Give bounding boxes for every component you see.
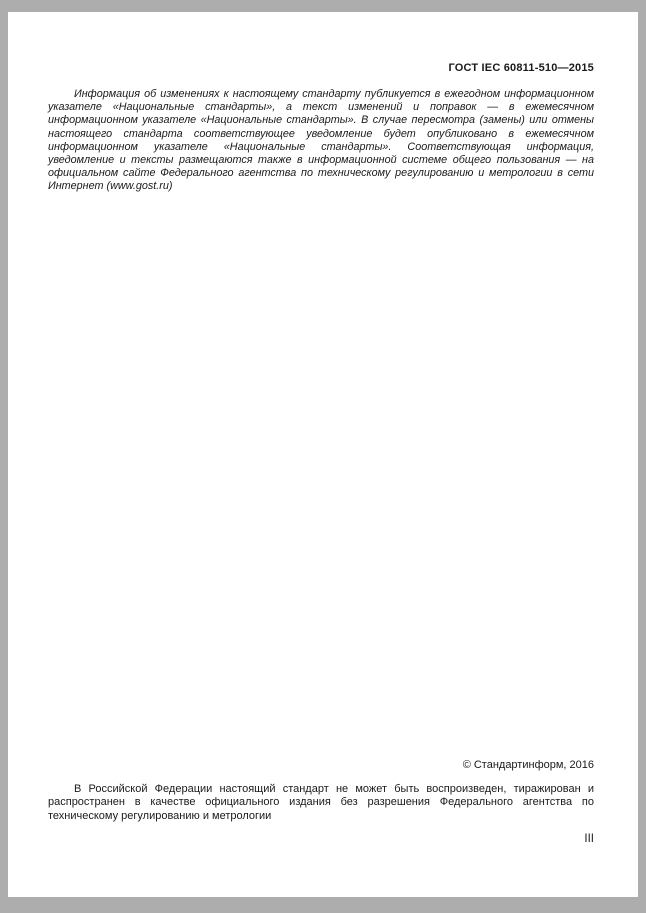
standard-designation-header: ГОСТ IEC 60811-510—2015: [448, 62, 594, 74]
blank-space: [48, 194, 594, 759]
document-page: [8, 12, 638, 897]
page-number: III: [584, 833, 594, 845]
copyright-line: © Стандартинформ, 2016: [462, 758, 594, 771]
changes-info-paragraph: Информация об изменениях к настоящему стандарту публикуется в ежегодном информационном указателе «Национальные стандарты», а текст изменений и поправок — в ежемесячном информационном указателе «Национальные стандарты». В случае пересмотра (замены) или отмены настоящего стандарта соответствующее уведомление будет опубликовано в ежемесячном информационном указателе «Национальные стандарты». Соответствующая информация, уведомление и тексты размещаются также в информационной системе общего пользования — на официальном сайте Федерального агентства по техническому регулированию и метрологии в сети Интернет (www.gost.ru): [48, 88, 594, 193]
distribution-notice-paragraph: В Российской Федерации настоящий стандарт не может быть воспроизведен, тиражирован и распространен в качестве официального издания без разрешения Федерального агентства по техническому регулированию и метрологии: [48, 782, 594, 822]
